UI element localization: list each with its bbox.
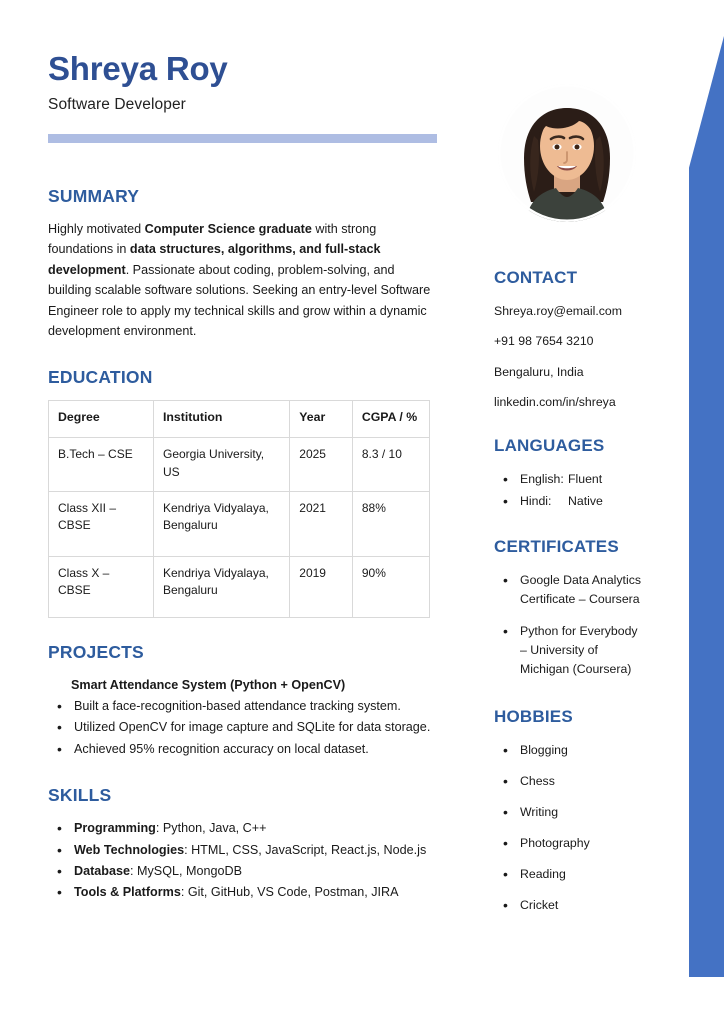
list-item: • Built a face-recognition-based attendance tracking system.: [74, 696, 440, 716]
projects-section: [48, 642, 440, 759]
skill-category-label: Database: [74, 864, 131, 879]
column-header-degree: Degree: [49, 401, 154, 438]
hobbies-section: [494, 707, 644, 915]
cell-cgpa: 90%: [352, 556, 429, 617]
certificates-section: [494, 537, 644, 679]
table-header-row: [49, 401, 430, 438]
list-item: • Google Data Analytics Certificate – Coursera: [520, 571, 644, 609]
list-item: • Chess: [520, 772, 644, 791]
language-name: Hindi:: [520, 493, 552, 508]
list-item: • Web Technologies: HTML, CSS, JavaScript, React.js, Node.js: [74, 840, 440, 860]
cell-cgpa: 88%: [352, 491, 429, 556]
avatar: [498, 84, 636, 222]
certificates-list: [494, 571, 644, 679]
list-item: • Reading: [520, 865, 644, 884]
cell-year: 2025: [290, 438, 353, 492]
cell-institution: Kendriya Vidyalaya, Bengaluru: [154, 556, 290, 617]
summary-text: Highly motivated Computer Science graduate with strong foundations in data structures, algorithms, and full-stack development. Passionate about coding, problem-solving, and building scalable software solutions. Seeking an entry-level Software Engineer role to apply my technical skills and grow within a dynamic development environment.: [48, 222, 431, 338]
column-header-cgpa: CGPA / %: [352, 401, 429, 438]
contact-linkedin[interactable]: linkedin.com/in/shreya: [494, 395, 616, 410]
list-item: • Blogging: [520, 741, 644, 760]
project-title: Smart Attendance System (Python + OpenCV): [71, 677, 346, 692]
column-header-year: Year: [290, 401, 353, 438]
candidate-job-title: Software Developer: [48, 95, 186, 113]
right-column: [494, 268, 644, 941]
languages-section: [494, 436, 644, 511]
summary-section: [48, 186, 440, 341]
column-header-institution: Institution: [154, 401, 290, 438]
skill-category-label: Programming: [74, 821, 156, 836]
cell-year: 2021: [290, 491, 353, 556]
cell-degree: Class X – CBSE: [49, 556, 154, 617]
language-level: Native: [568, 493, 603, 508]
summary-heading: SUMMARY: [48, 186, 140, 206]
cell-degree: Class XII – CBSE: [49, 491, 154, 556]
contact-email[interactable]: Shreya.roy@email.com: [494, 304, 622, 318]
summary-emphasis: Computer Science graduate: [144, 222, 312, 236]
contact-heading: CONTACT: [494, 268, 578, 287]
skills-section: [48, 785, 440, 903]
list-item: • Cricket: [520, 896, 644, 915]
skill-category-label: Tools & Platforms: [74, 885, 181, 900]
table-row: [49, 438, 430, 492]
projects-bullet-list: [48, 696, 440, 759]
languages-list: [494, 470, 644, 511]
candidate-name: Shreya Roy: [48, 50, 228, 87]
contact-phone[interactable]: +91 98 7654 3210: [494, 334, 594, 349]
education-table: [48, 400, 430, 618]
contact-section: [494, 268, 644, 412]
portrait-photo-icon: [498, 84, 636, 222]
certificates-heading: CERTIFICATES: [494, 536, 619, 556]
hobbies-list: [494, 741, 644, 915]
left-column: [48, 186, 440, 929]
contact-location: Bengaluru, India: [494, 364, 584, 379]
list-item: • Tools & Platforms: Git, GitHub, VS Code, Postman, JIRA: [74, 882, 440, 902]
list-item: • Database: MySQL, MongoDB: [74, 861, 440, 881]
education-heading: EDUCATION: [48, 367, 153, 388]
skill-category-label: Web Technologies: [74, 842, 185, 857]
list-item: • Achieved 95% recognition accuracy on local dataset.: [74, 739, 440, 759]
language-level: Fluent: [568, 471, 603, 486]
summary-emphasis: data structures, algorithms, and full-stack development: [48, 242, 381, 277]
list-item: [520, 470, 644, 489]
cell-year: 2019: [290, 556, 353, 617]
list-item: • Programming: Python, Java, C++: [74, 818, 440, 838]
resume-header: [48, 52, 478, 114]
cell-institution: Kendriya Vidyalaya, Bengaluru: [154, 491, 290, 556]
list-item: • Photography: [520, 834, 644, 853]
table-row: [49, 491, 430, 556]
cell-institution: Georgia University, US: [154, 438, 290, 492]
language-name: English:: [520, 471, 564, 486]
languages-heading: LANGUAGES: [494, 435, 605, 455]
table-row: [49, 556, 430, 617]
list-item: • Python for Everybody – University of Michigan (Coursera): [520, 622, 644, 679]
skills-heading: SKILLS: [48, 785, 112, 806]
projects-heading: PROJECTS: [48, 641, 144, 662]
education-section: [48, 367, 440, 618]
list-item: • Utilized OpenCV for image capture and SQLite for data storage.: [74, 717, 440, 737]
cell-cgpa: 8.3 / 10: [352, 438, 429, 492]
list-item: [520, 492, 644, 511]
list-item: • Writing: [520, 803, 644, 822]
header-divider-rule: [48, 134, 437, 143]
skills-bullet-list: [48, 818, 440, 903]
right-accent-bar: [689, 36, 724, 977]
hobbies-heading: HOBBIES: [494, 707, 573, 727]
cell-degree: B.Tech – CSE: [49, 438, 154, 492]
